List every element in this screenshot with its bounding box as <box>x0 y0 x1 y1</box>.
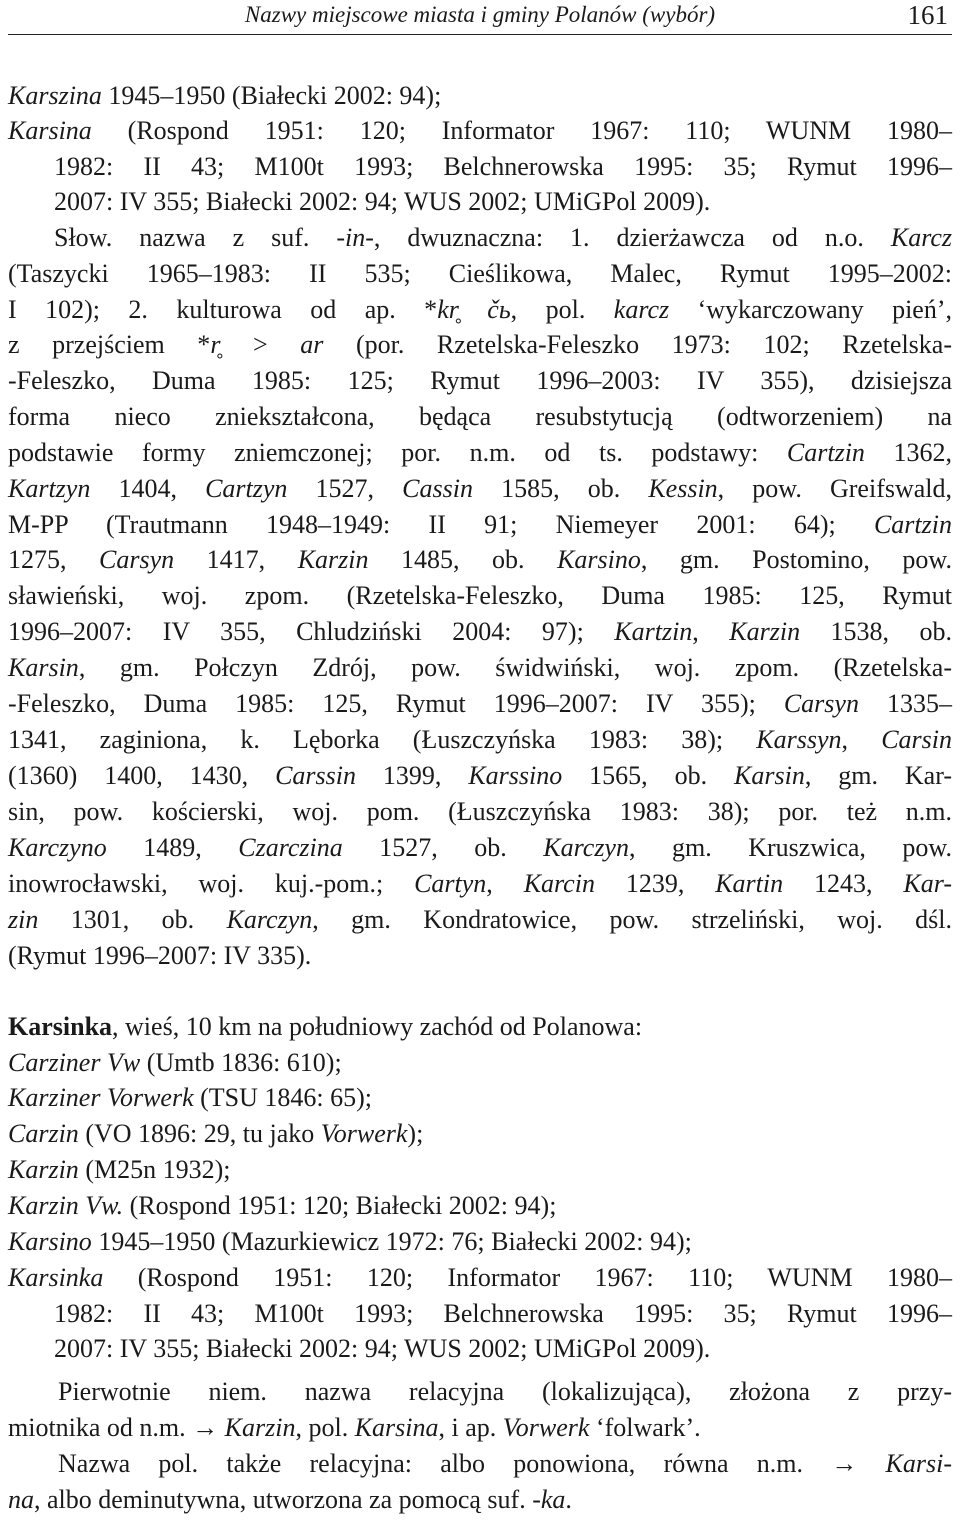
italic-term: ar <box>300 330 324 359</box>
text-line <box>8 686 952 722</box>
text-run: (Rymut 1996–2007: IV 335). <box>8 941 312 970</box>
text-run: , <box>692 617 730 646</box>
text-run: inowrocławski, woj. kuj.-pom.; <box>8 869 415 898</box>
text-line <box>8 399 952 435</box>
text-run: -Feleszko, Duma 1985: 125; Rymut 1996–2003: IV 355), dzisiejsza <box>8 366 952 395</box>
text-run: , gm. Kruszwica, pow. <box>628 833 953 862</box>
italic-term: Vorwerk <box>320 1119 408 1148</box>
text-run: 1275, <box>8 545 100 574</box>
italic-term: Vorwerk <box>502 1413 590 1442</box>
running-header <box>8 0 952 35</box>
italic-term: Karssino <box>468 761 563 790</box>
text-run: , wieś, 10 km na południowy zachód od Polanowa: <box>112 1012 643 1041</box>
text-run: 1362, <box>864 438 953 467</box>
text-run: -Feleszko, Duma 1985: 125, Rymut 1996–2007: IV 355); <box>8 689 784 718</box>
text-line <box>8 1116 423 1152</box>
italic-term: Karziner Vorwerk <box>8 1083 194 1112</box>
italic-term: Karzin <box>297 545 369 574</box>
italic-term: Carsyn <box>783 689 859 718</box>
text-run: 1565, ob. <box>562 761 735 790</box>
italic-term: Karzin <box>729 617 801 646</box>
text-run: 1341, zaginiona, k. Lęborka (Łuszczyńska 1983: 38); <box>8 725 757 754</box>
italic-term: Cartzyn <box>205 474 288 503</box>
text-run: (Rospond 1951: 120; Białecki 2002: 94); <box>123 1191 557 1220</box>
text-run: 1945–1950 (Białecki 2002: 94); <box>101 81 442 110</box>
text-line <box>8 363 952 399</box>
text-run: 1585, ob. <box>472 474 649 503</box>
text-line <box>8 650 952 686</box>
text-line <box>8 78 441 114</box>
text-line <box>8 1331 710 1367</box>
italic-term: Cartyn <box>414 869 487 898</box>
text-line <box>8 220 952 256</box>
text-run: Nazwa pol. także relacyjna: albo ponowiona, równa n.m. → <box>58 1449 886 1478</box>
text-line <box>8 1080 372 1116</box>
text-run: ); <box>407 1119 424 1148</box>
text-run: , gm. Kondratowice, pow. strzeliński, woj. dśl. <box>312 905 952 934</box>
text-run: 1399, <box>356 761 469 790</box>
text-run: podstawie formy zniemczonej; por. n.m. od ts. podstawy: <box>8 438 787 467</box>
text-line <box>8 1374 952 1410</box>
text-line <box>8 1446 952 1482</box>
italic-term: Carziner Vw <box>8 1048 141 1077</box>
text-line <box>8 578 952 614</box>
italic-term: Karczyn <box>226 905 313 934</box>
text-run: 2007: IV 355; Białecki 2002: 94; WUS 2002; UMiGPol 2009). <box>54 187 711 216</box>
text-run: , dwuznaczna: 1. dzierżawcza od n.o. <box>373 223 891 252</box>
text-run: miotnika od n.m. → <box>8 1413 225 1442</box>
text-run: sin, pow. kościerski, woj. pom. (Łuszczyńska 1983: 38); por. też n.m. <box>8 797 952 826</box>
text-run: Słow. nazwa z suf. <box>54 223 337 252</box>
italic-term: Cartzin <box>786 438 865 467</box>
text-run: (TSU 1846: 65); <box>193 1083 373 1112</box>
text-run: 2007: IV 355; Białecki 2002: 94; WUS 2002; UMiGPol 2009). <box>54 1334 711 1363</box>
text-line <box>8 507 952 543</box>
italic-term: Karczyn <box>543 833 629 862</box>
italic-term: Czarczina <box>238 833 343 862</box>
text-run: I 102); 2. kulturowa od ap. * <box>8 295 438 324</box>
text-line <box>8 794 952 830</box>
text-run: 1243, <box>783 869 904 898</box>
italic-term: Karsina <box>354 1413 439 1442</box>
text-line <box>8 113 952 149</box>
text-run: , pol. <box>510 295 614 324</box>
text-line <box>8 435 952 471</box>
text-line <box>8 471 952 507</box>
italic-term: Karsino <box>8 1227 92 1256</box>
italic-term: Karzin <box>8 1155 79 1184</box>
text-line <box>8 1152 230 1188</box>
italic-term: Karzin Vw. <box>8 1191 124 1220</box>
text-line <box>8 292 952 328</box>
text-line <box>8 866 952 902</box>
text-line <box>8 830 952 866</box>
italic-term: Karsin <box>734 761 805 790</box>
italic-term: Cartzin <box>873 510 952 539</box>
italic-term: Karcin <box>523 869 595 898</box>
italic-term: Karczyno <box>8 833 107 862</box>
text-run: z przejściem * <box>8 330 211 359</box>
text-run: 1489, <box>106 833 239 862</box>
text-run: 1945–1950 (Mazurkiewicz 1972: 76; Białecki 2002: 94); <box>91 1227 692 1256</box>
italic-term: Karcz <box>890 223 953 252</box>
text-run: , <box>841 725 882 754</box>
italic-term: Carzin <box>8 1119 79 1148</box>
text-run: . <box>565 1485 572 1514</box>
text-run: (Umtb 1836: 610); <box>140 1048 342 1077</box>
text-run: (M25n 1932); <box>78 1155 231 1184</box>
text-line <box>8 614 952 650</box>
text-run: 1538, ob. <box>800 617 953 646</box>
text-run: , i ap. <box>438 1413 503 1442</box>
text-run: > <box>220 330 301 359</box>
text-run: 1982: II 43; M100t 1993; Belchnerowska 1995: 35; Rymut 1996– <box>54 152 952 181</box>
text-line <box>8 1482 572 1518</box>
text-run: ‘folwark’. <box>589 1413 701 1442</box>
italic-term: Kar- <box>903 869 953 898</box>
text-run: sławieński, woj. zpom. (Rzetelska-Feleszko, Duma 1985: 125, Rymut <box>8 581 952 610</box>
text-run: 1527, <box>287 474 403 503</box>
text-run: ‘wykarczowany pień’, <box>669 295 952 324</box>
text-run: 1982: II 43; M100t 1993; Belchnerowska 1995: 35; Rymut 1996– <box>54 1299 952 1328</box>
italic-term: Karsinka <box>8 1263 104 1292</box>
text-run: (Rospond 1951: 120; Informator 1967: 110; WUNM 1980– <box>91 116 952 145</box>
text-line <box>8 1188 556 1224</box>
text-run: (Rospond 1951: 120; Informator 1967: 110; WUNM 1980– <box>103 1263 952 1292</box>
text-line <box>8 1296 952 1332</box>
text-line <box>8 327 952 363</box>
italic-term: Cassin <box>402 474 473 503</box>
text-line <box>8 722 952 758</box>
text-run: forma nieco zniekształcona, będąca resubstytucją (odtworzeniem) na <box>8 402 952 431</box>
text-run: , pol. <box>295 1413 355 1442</box>
text-line <box>8 1410 701 1446</box>
text-run: (VO 1896: 29, tu jako <box>78 1119 321 1148</box>
entry-headword: Karsinka <box>8 1012 113 1041</box>
text-line <box>8 542 952 578</box>
text-line <box>8 758 952 794</box>
text-run: , <box>486 869 524 898</box>
text-run: 1335– <box>858 689 952 718</box>
italic-term: zin <box>8 905 39 934</box>
italic-term: Kartzin <box>614 617 693 646</box>
italic-term: Kessin <box>648 474 718 503</box>
running-title: Nazwy miejscowe miasta i gminy Polanów (wybór) <box>244 2 716 27</box>
italic-term: Kartzyn <box>8 474 91 503</box>
italic-term: Kartin <box>715 869 784 898</box>
text-run: 1404, <box>90 474 206 503</box>
italic-term: Karzin <box>224 1413 296 1442</box>
italic-term: na <box>8 1485 34 1514</box>
italic-term: Karssyn <box>756 725 842 754</box>
italic-term: Carsin <box>881 725 953 754</box>
entry-heading-line <box>8 1009 642 1045</box>
text-line <box>8 1260 952 1296</box>
page-number: 161 <box>907 0 948 30</box>
text-line <box>8 902 952 938</box>
text-run: Pierwotnie niem. nazwa relacyjna (lokalizująca), złożona z przy- <box>58 1377 952 1406</box>
text-line <box>8 1224 692 1260</box>
text-run: , gm. Kar- <box>804 761 953 790</box>
text-run: , pow. Greifswald, <box>717 474 953 503</box>
text-line <box>8 256 952 292</box>
italic-term: Karsina <box>8 116 92 145</box>
text-run: , gm. Postomino, pow. <box>640 545 953 574</box>
italic-term: karcz <box>613 295 670 324</box>
italic-term: Karsi- <box>885 1449 952 1478</box>
italic-term: -in- <box>336 223 374 252</box>
italic-term: Karsino <box>557 545 641 574</box>
text-run: (Taszycki 1965–1983: II 535; Cieślikowa, Malec, Rymut 1995–2002: <box>8 259 952 288</box>
text-run: 1527, ob. <box>342 833 544 862</box>
text-run: 1485, ob. <box>368 545 558 574</box>
text-run: (1360) 1400, 1430, <box>8 761 276 790</box>
text-run: M-PP (Trautmann 1948–1949: II 91; Niemeyer 2001: 64); <box>8 510 874 539</box>
italic-term: -ka <box>532 1485 566 1514</box>
text-run: 1996–2007: IV 355, Chludziński 2004: 97); <box>8 617 615 646</box>
italic-term: r̥ <box>210 330 221 359</box>
italic-term: kr̥ čь <box>437 295 511 324</box>
italic-term: Karszina <box>8 81 102 110</box>
text-line <box>8 1045 342 1081</box>
text-line <box>8 184 710 220</box>
italic-term: Karsin <box>8 653 79 682</box>
text-run: 1417, <box>174 545 298 574</box>
italic-term: Carsyn <box>99 545 175 574</box>
text-run: 1239, <box>594 869 716 898</box>
text-line <box>8 149 952 185</box>
text-run: , albo deminutywna, utworzona za pomocą suf. <box>34 1485 533 1514</box>
italic-term: Carssin <box>275 761 356 790</box>
text-line <box>8 938 311 974</box>
text-run: , gm. Połczyn Zdrój, pow. świdwiński, woj. zpom. (Rzetelska- <box>78 653 952 682</box>
text-run: (por. Rzetelska-Feleszko 1973: 102; Rzetelska- <box>323 330 952 359</box>
text-run: 1301, ob. <box>38 905 227 934</box>
